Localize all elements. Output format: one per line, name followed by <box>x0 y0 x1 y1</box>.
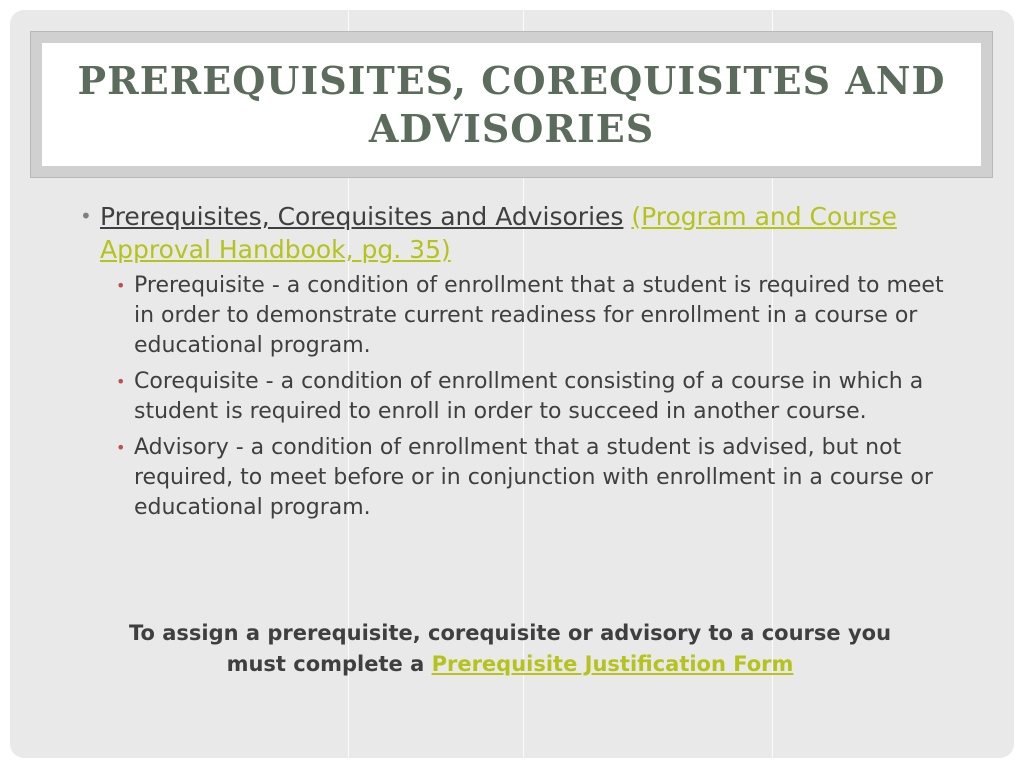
definition-item-corequisite <box>116 367 950 427</box>
definition-text: Corequisite - a condition of enrollment consisting of a course in which a student is required to enroll in order to succeed in another course. <box>134 369 924 424</box>
sub-bullet-icon: • <box>116 372 126 391</box>
bullet-icon: • <box>80 204 92 228</box>
title-box <box>42 43 981 166</box>
definitions-list <box>116 271 950 523</box>
definition-text: Prerequisite - a condition of enrollment that a student is required to meet in order to demonstrate current readiness for enrollment in a course or educational program. <box>134 273 944 358</box>
handbook-reference-link[interactable]: (Program and Course Approval Handbook, pg. 35) <box>100 202 897 264</box>
main-bullet-heading: Prerequisites, Corequisites and Advisories <box>100 202 624 231</box>
definition-text: Advisory - a condition of enrollment that a student is advised, but not required, to meet before or in conjunction with enrollment in a course or educational program. <box>134 435 933 520</box>
sub-bullet-icon: • <box>116 438 126 457</box>
slide-content <box>80 200 950 529</box>
instruction-note <box>110 618 910 680</box>
instruction-text: To assign a prerequisite, corequisite or advisory to a course you must complete a <box>128 621 892 676</box>
sub-bullet-icon: • <box>116 276 126 295</box>
slide-title: PREREQUISITES, COREQUISITES AND ADVISORIES <box>77 57 946 151</box>
main-bullet <box>80 200 950 266</box>
definition-item-advisory <box>116 433 950 523</box>
title-frame <box>30 31 993 178</box>
justification-form-link[interactable]: Prerequisite Justification Form <box>431 652 794 676</box>
definition-item-prerequisite <box>116 271 950 361</box>
